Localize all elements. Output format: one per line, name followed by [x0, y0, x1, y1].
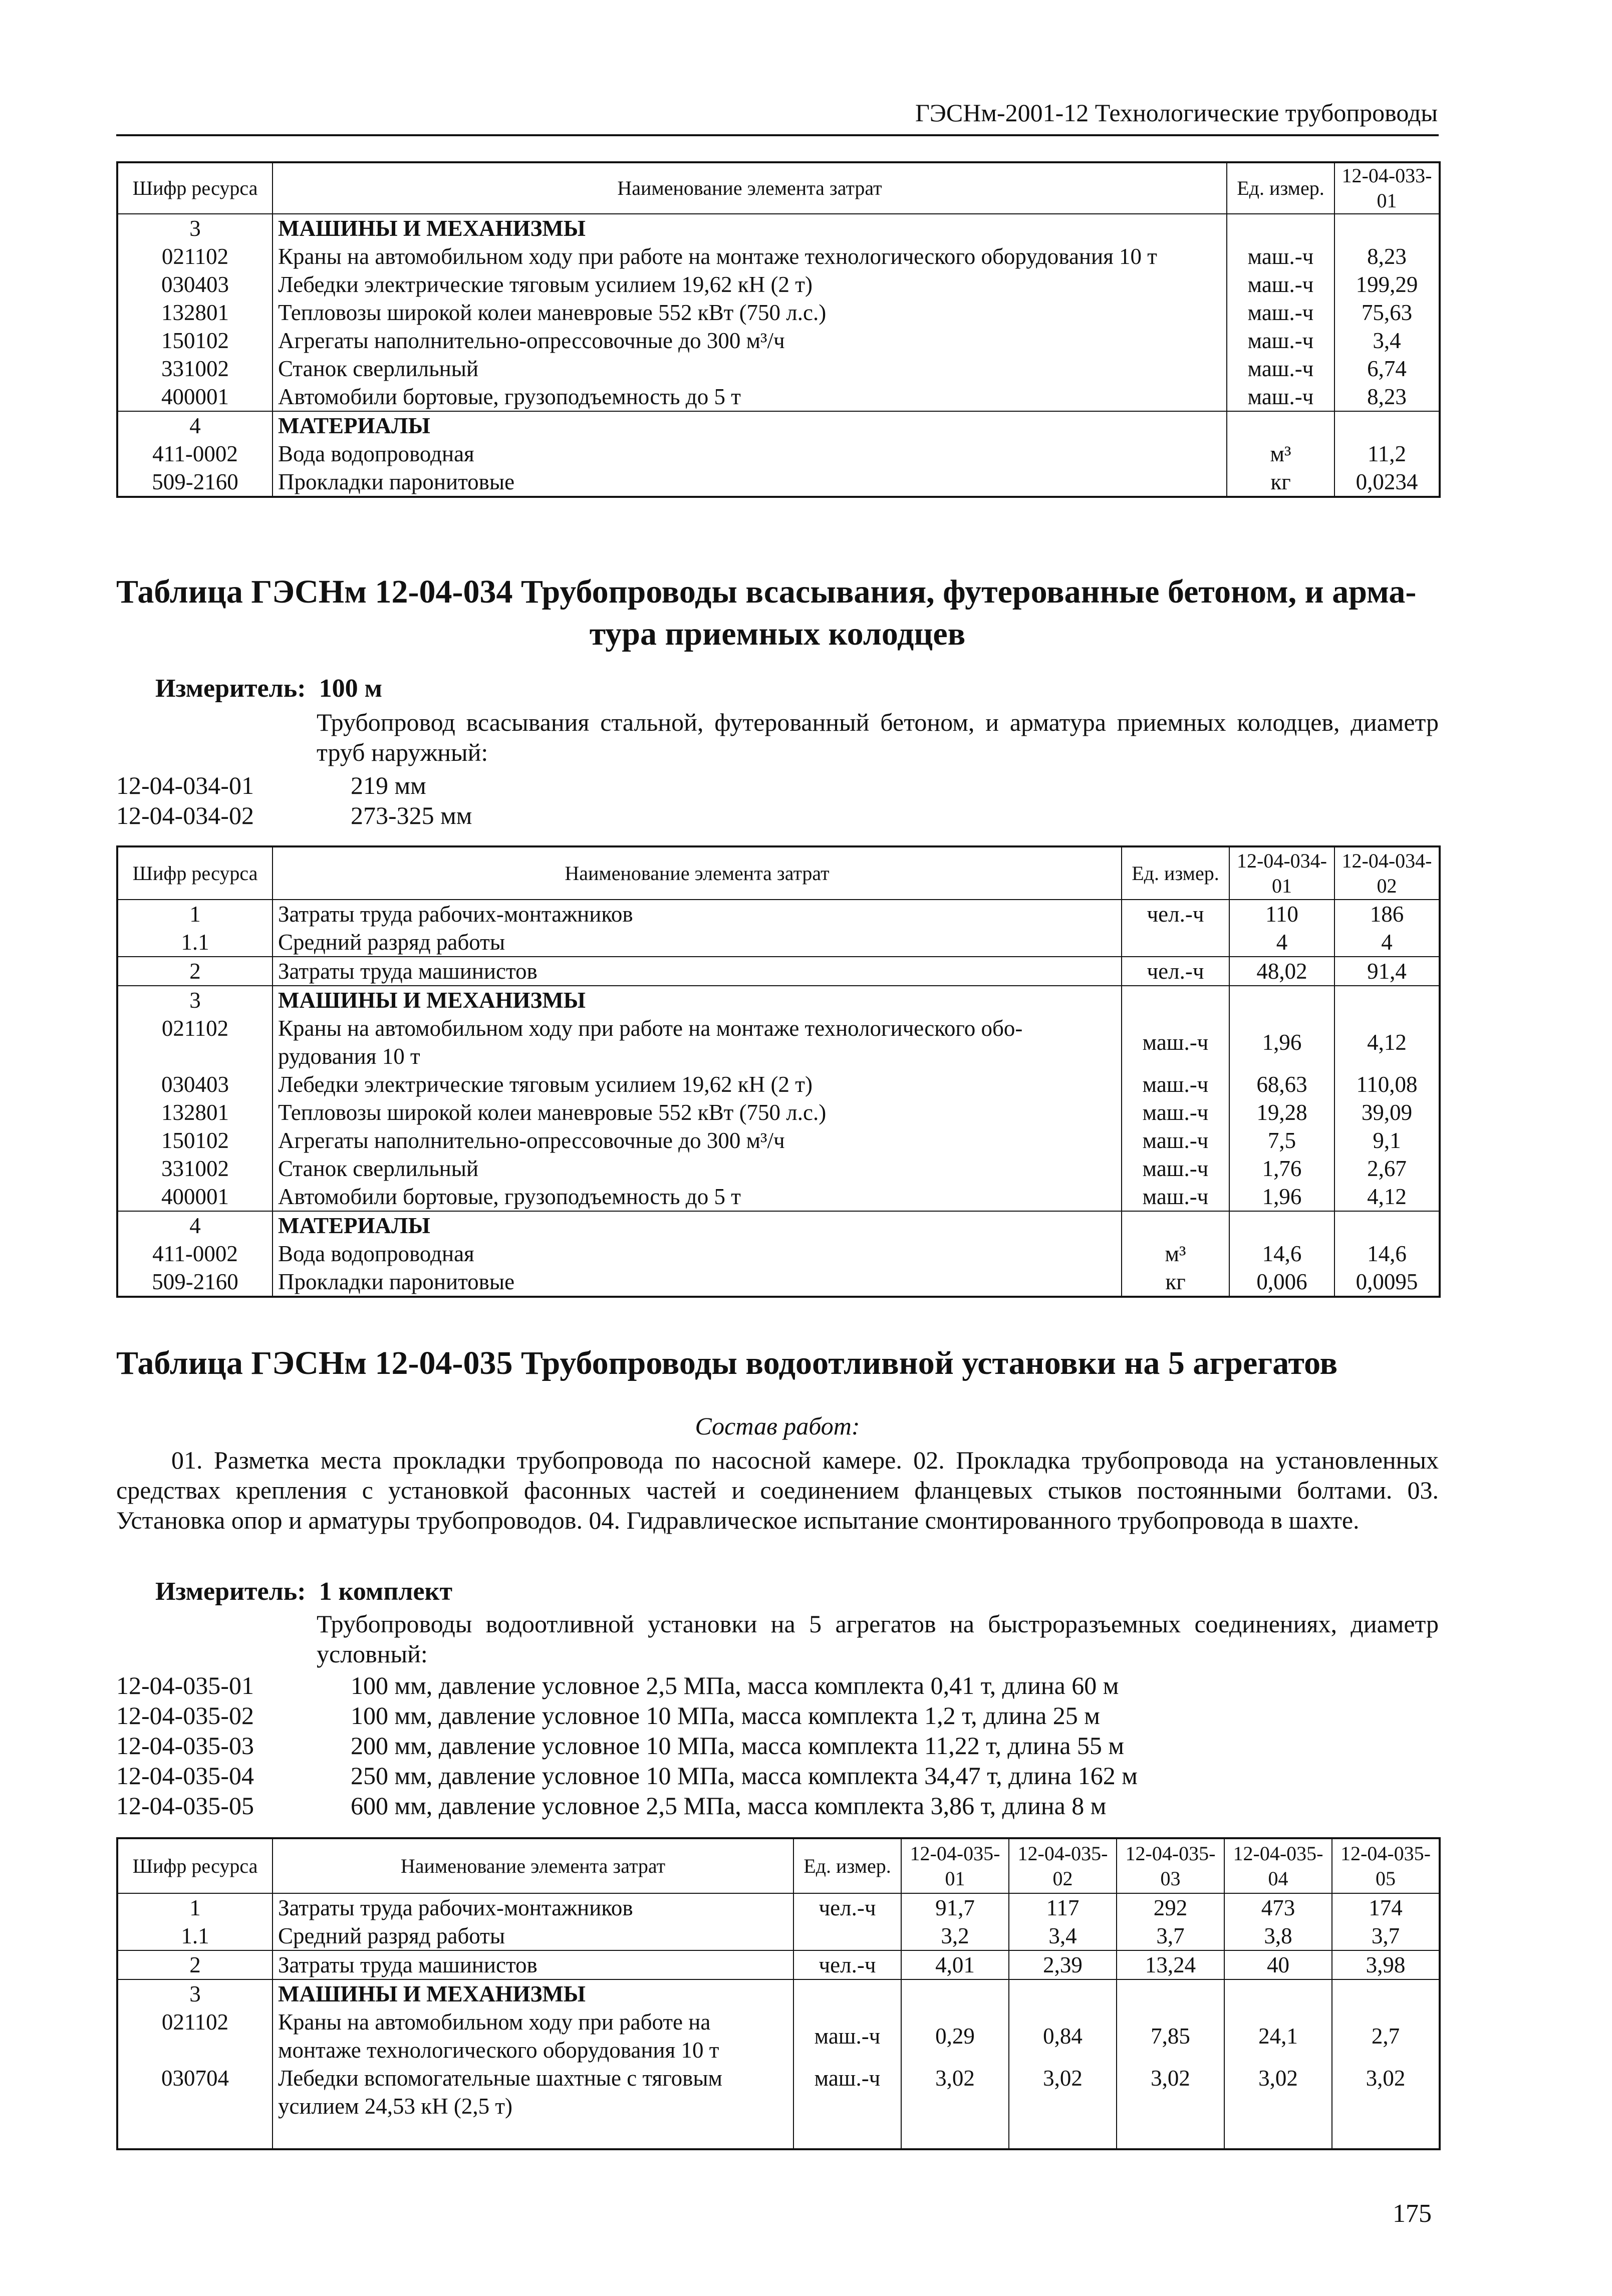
section-heading: МАШИНЫ И МЕХАНИЗМЫ — [273, 1979, 793, 2008]
value-cell: 3,98 — [1332, 1950, 1440, 1979]
col-header-value: 12-04-034-02 — [1334, 846, 1440, 900]
resource-code: 509-2160 — [117, 468, 273, 497]
table-row — [117, 2008, 1440, 2064]
resource-code: 4 — [117, 411, 273, 440]
value-cell: 2,39 — [1009, 1950, 1117, 1979]
value-cell: 3,02 — [1224, 2064, 1332, 2149]
cost-element-name: Краны на автомобильном ходу при работе на монтаже технологического обо-рудования 10 т — [273, 1014, 1122, 1070]
value-cell: 292 — [1117, 1893, 1224, 1922]
item-text: 250 мм, давление условное 10 МПа, масса комплекта 34,47 т, длина 162 м — [351, 1762, 1138, 1790]
resource-code: 3 — [117, 986, 273, 1014]
value-cell: 3,7 — [1332, 1922, 1440, 1950]
value-cell: 0,0095 — [1334, 1268, 1440, 1297]
value-cell: 3,02 — [1117, 2064, 1224, 2149]
value-cell: 1,96 — [1229, 1183, 1334, 1211]
table-row — [117, 468, 1440, 497]
value-cell: 14,6 — [1229, 1240, 1334, 1268]
item-text: 100 мм, давление условное 10 МПа, масса комплекта 1,2 т, длина 25 м — [351, 1701, 1100, 1730]
cost-element-name: Лебедки электрические тяговым усилием 19,62 кН (2 т) — [273, 1070, 1122, 1098]
cost-element-name: Вода водопроводная — [273, 440, 1227, 468]
table-12-04-035 — [116, 1837, 1441, 2150]
cost-element-name: Автомобили бортовые, грузоподъемность до 5 т — [273, 1183, 1122, 1211]
table-row — [117, 299, 1440, 327]
cost-element-name: Вода водопроводная — [273, 1240, 1122, 1268]
table-header-row — [117, 846, 1440, 900]
value-cell: 24,1 — [1224, 2008, 1332, 2064]
table-row — [117, 327, 1440, 355]
value-cell: 9,1 — [1334, 1126, 1440, 1155]
section-heading: МАТЕРИАЛЫ — [273, 411, 1227, 440]
value-cell: 4,12 — [1334, 1183, 1440, 1211]
item-text: 600 мм, давление условное 2,5 МПа, масса комплекта 3,86 т, длина 8 м — [351, 1792, 1107, 1820]
col-header-value: 12-04-035-02 — [1009, 1838, 1117, 1893]
resource-code: 132801 — [117, 1098, 273, 1126]
table-12-04-034 — [116, 845, 1441, 1298]
cost-element-name: Автомобили бортовые, грузоподъемность до 5 т — [273, 383, 1227, 411]
item-code: 12-04-035-05 — [116, 1792, 254, 1820]
unit-cell: м³ — [1227, 440, 1334, 468]
resource-code: 2 — [117, 1950, 273, 1979]
item-text: 100 мм, давление условное 2,5 МПа, масса комплекта 0,41 т, длина 60 м — [351, 1671, 1119, 1699]
table-row — [117, 1126, 1440, 1155]
table-row — [117, 411, 1440, 440]
col-header-name: Наименование элемента затрат — [273, 846, 1122, 900]
resource-code: 1.1 — [117, 928, 273, 957]
resource-code: 030403 — [117, 1070, 273, 1098]
unit-cell: маш.-ч — [1122, 1014, 1229, 1070]
value-cell — [1229, 986, 1334, 1014]
cost-element-name: Лебедки вспомогательные шахтные с тяговым усилием 24,53 кН (2,5 т) — [273, 2064, 793, 2149]
unit-cell: чел.-ч — [793, 1950, 901, 1979]
cost-element-name: Краны на автомобильном ходу при работе на монтаже технологического оборудования 10 т — [273, 242, 1227, 270]
unit-cell — [793, 1979, 901, 2008]
cost-element-name: Краны на автомобильном ходу при работе на монтаже технологического оборудования 10 т — [273, 2008, 793, 2064]
section-heading: МАШИНЫ И МЕХАНИЗМЫ — [273, 214, 1227, 242]
unit-cell: маш.-ч — [1227, 355, 1334, 383]
unit-cell: маш.-ч — [793, 2008, 901, 2064]
value-cell: 3,02 — [901, 2064, 1009, 2149]
value-cell — [1332, 1979, 1440, 2008]
title-line-1: Таблица ГЭСНм 12-04-034 Трубопроводы всасывания, футерованные бетоном, и арма- — [116, 573, 1417, 610]
table-row — [117, 1070, 1440, 1098]
cost-element-name: Затраты труда рабочих-монтажников — [273, 1893, 793, 1922]
unit-cell: маш.-ч — [1227, 383, 1334, 411]
unit-cell — [1227, 411, 1334, 440]
value-cell — [901, 1979, 1009, 2008]
work-composition-label: Состав работ: — [695, 1412, 860, 1440]
col-header-value: 12-04-033-01 — [1334, 162, 1440, 214]
resource-code: 4 — [117, 1211, 273, 1240]
resource-code: 509-2160 — [117, 1268, 273, 1297]
value-cell: 174 — [1332, 1893, 1440, 1922]
value-cell: 3,02 — [1332, 2064, 1440, 2149]
unit-cell: маш.-ч — [793, 2064, 901, 2149]
table-row — [117, 1014, 1440, 1070]
value-cell: 40 — [1224, 1950, 1332, 1979]
value-cell: 4,01 — [901, 1950, 1009, 1979]
value-cell: 91,7 — [901, 1893, 1009, 1922]
value-cell: 2,67 — [1334, 1155, 1440, 1183]
col-header-value: 12-04-034-01 — [1229, 846, 1334, 900]
unit-cell — [1227, 214, 1334, 242]
page-number: 175 — [1393, 2199, 1432, 2228]
unit-cell — [1122, 1211, 1229, 1240]
table-row — [117, 1268, 1440, 1297]
unit-cell: кг — [1122, 1268, 1229, 1297]
value-cell: 4,12 — [1334, 1014, 1440, 1070]
table-row — [117, 440, 1440, 468]
unit-cell: м³ — [1122, 1240, 1229, 1268]
measure-unit — [155, 1577, 452, 1606]
unit-cell: маш.-ч — [1227, 299, 1334, 327]
measure-value: 1 комплект — [319, 1577, 453, 1606]
measure-value: 100 м — [319, 674, 383, 703]
cost-element-name: Затраты труда машинистов — [273, 957, 1122, 986]
resource-code: 400001 — [117, 1183, 273, 1211]
unit-cell — [793, 1922, 901, 1950]
value-cell: 48,02 — [1229, 957, 1334, 986]
resource-code: 021102 — [117, 242, 273, 270]
col-header-name: Наименование элемента затрат — [273, 1838, 793, 1893]
value-cell: 8,23 — [1334, 383, 1440, 411]
value-cell: 3,8 — [1224, 1922, 1332, 1950]
value-cell: 0,0234 — [1334, 468, 1440, 497]
item-text: 219 мм — [351, 771, 426, 799]
value-cell: 0,84 — [1009, 2008, 1117, 2064]
col-header-value: 12-04-035-03 — [1117, 1838, 1224, 1893]
cost-element-name: Средний разряд работы — [273, 928, 1122, 957]
unit-cell — [1122, 928, 1229, 957]
item-code: 12-04-035-01 — [116, 1671, 254, 1699]
unit-cell: чел.-ч — [1122, 957, 1229, 986]
col-header-name: Наименование элемента затрат — [273, 162, 1227, 214]
col-header-value: 12-04-035-01 — [901, 1838, 1009, 1893]
table-12-04-033 — [116, 161, 1441, 498]
table-row — [117, 1240, 1440, 1268]
table-title-034 — [116, 571, 1439, 655]
resource-code: 150102 — [117, 327, 273, 355]
value-cell: 3,02 — [1009, 2064, 1117, 2149]
cost-element-name: Станок сверлильный — [273, 1155, 1122, 1183]
value-cell: 14,6 — [1334, 1240, 1440, 1268]
resource-code: 3 — [117, 214, 273, 242]
value-cell — [1224, 1979, 1332, 2008]
item-code: 12-04-035-02 — [116, 1701, 254, 1730]
cost-element-name: Прокладки паронитовые — [273, 468, 1227, 497]
title-line-2: тура приемных колодцев — [589, 616, 966, 652]
resource-code: 3 — [117, 1979, 273, 2008]
table-row — [117, 214, 1440, 242]
resource-code: 400001 — [117, 383, 273, 411]
cost-element-name: Тепловозы широкой колеи маневровые 552 кВт (750 л.с.) — [273, 1098, 1122, 1126]
value-cell — [1334, 411, 1440, 440]
unit-cell: чел.-ч — [793, 1893, 901, 1922]
resource-code: 030704 — [117, 2064, 273, 2149]
unit-cell: маш.-ч — [1227, 270, 1334, 299]
value-cell: 11,2 — [1334, 440, 1440, 468]
table-row — [117, 355, 1440, 383]
unit-cell: маш.-ч — [1122, 1183, 1229, 1211]
value-cell: 75,63 — [1334, 299, 1440, 327]
resource-code: 132801 — [117, 299, 273, 327]
running-header: ГЭСНм-2001-12 Технологические трубопроводы — [915, 99, 1438, 127]
col-header-code: Шифр ресурса — [117, 846, 273, 900]
value-cell: 4 — [1334, 928, 1440, 957]
unit-cell: маш.-ч — [1227, 327, 1334, 355]
measure-label: Измеритель: — [155, 1577, 306, 1606]
table-row — [117, 1155, 1440, 1183]
measure-unit — [155, 674, 382, 703]
col-header-value: 12-04-035-05 — [1332, 1838, 1440, 1893]
value-cell: 0,006 — [1229, 1268, 1334, 1297]
cost-element-name: Средний разряд работы — [273, 1922, 793, 1950]
table-row — [117, 1098, 1440, 1126]
table-row — [117, 957, 1440, 986]
resource-code: 150102 — [117, 1126, 273, 1155]
item-text: 200 мм, давление условное 10 МПа, масса комплекта 11,22 т, длина 55 м — [351, 1732, 1125, 1760]
value-cell: 39,09 — [1334, 1098, 1440, 1126]
value-cell — [1334, 1211, 1440, 1240]
col-header-code: Шифр ресурса — [117, 1838, 273, 1893]
measure-label: Измеритель: — [155, 674, 306, 703]
value-cell: 4 — [1229, 928, 1334, 957]
item-text: 273-325 мм — [351, 801, 472, 829]
cost-element-name: Агрегаты наполнительно-опрессовочные до 300 м³/ч — [273, 1126, 1122, 1155]
cost-element-name: Лебедки электрические тяговым усилием 19,62 кН (2 т) — [273, 270, 1227, 299]
value-cell: 199,29 — [1334, 270, 1440, 299]
unit-cell: маш.-ч — [1122, 1070, 1229, 1098]
table-description: Трубопроводы водоотливной установки на 5 агрегатов на быстроразъемных соединениях, диаметр условный: — [317, 1610, 1439, 1668]
value-cell — [1334, 214, 1440, 242]
unit-cell: маш.-ч — [1227, 242, 1334, 270]
col-header-unit: Ед. измер. — [793, 1838, 901, 1893]
col-header-value: 12-04-035-04 — [1224, 1838, 1332, 1893]
value-cell: 186 — [1334, 900, 1440, 928]
unit-cell: чел.-ч — [1122, 900, 1229, 928]
work-composition-text: 01. Разметка места прокладки трубопровода по насосной камере. 02. Прокладка трубопровода на установленных средствах крепления с установкой фасонных частей и соединением фланцевых стыков постоянными болтами. 03. Установка опор и арматуры трубопроводов. 04. Гидравлическое испытание смонтированного трубопровода в шахте. — [116, 1446, 1439, 1534]
section-heading: МАШИНЫ И МЕХАНИЗМЫ — [273, 986, 1122, 1014]
table-row — [117, 2064, 1440, 2149]
resource-code: 331002 — [117, 1155, 273, 1183]
cost-element-name: Затраты труда рабочих-монтажников — [273, 900, 1122, 928]
resource-code: 411-0002 — [117, 1240, 273, 1268]
col-header-code: Шифр ресурса — [117, 162, 273, 214]
unit-cell — [1122, 986, 1229, 1014]
cost-element-name: Затраты труда машинистов — [273, 1950, 793, 1979]
unit-cell: маш.-ч — [1122, 1155, 1229, 1183]
value-cell: 110,08 — [1334, 1070, 1440, 1098]
resource-code: 411-0002 — [117, 440, 273, 468]
value-cell: 19,28 — [1229, 1098, 1334, 1126]
value-cell — [1229, 1211, 1334, 1240]
unit-cell: маш.-ч — [1122, 1126, 1229, 1155]
value-cell: 68,63 — [1229, 1070, 1334, 1098]
value-cell: 6,74 — [1334, 355, 1440, 383]
resource-code: 331002 — [117, 355, 273, 383]
col-header-unit: Ед. измер. — [1227, 162, 1334, 214]
table-description: Трубопровод всасывания стальной, футерованный бетоном, и арматура приемных колодцев, диаметр труб наружный: — [317, 708, 1439, 766]
cost-element-name: Прокладки паронитовые — [273, 1268, 1122, 1297]
table-header-row — [117, 1838, 1440, 1893]
cost-element-name: Агрегаты наполнительно-опрессовочные до 300 м³/ч — [273, 327, 1227, 355]
value-cell: 13,24 — [1117, 1950, 1224, 1979]
resource-code: 021102 — [117, 1014, 273, 1070]
value-cell: 7,85 — [1117, 2008, 1224, 2064]
value-cell: 3,2 — [901, 1922, 1009, 1950]
table-row — [117, 928, 1440, 957]
value-cell: 7,5 — [1229, 1126, 1334, 1155]
resource-code: 2 — [117, 957, 273, 986]
value-cell: 1,76 — [1229, 1155, 1334, 1183]
value-cell — [1334, 986, 1440, 1014]
value-cell: 3,7 — [1117, 1922, 1224, 1950]
item-code: 12-04-035-04 — [116, 1762, 254, 1790]
unit-cell: маш.-ч — [1122, 1098, 1229, 1126]
value-cell: 8,23 — [1334, 242, 1440, 270]
value-cell: 473 — [1224, 1893, 1332, 1922]
table-row — [117, 900, 1440, 928]
resource-code: 030403 — [117, 270, 273, 299]
value-cell — [1117, 1979, 1224, 2008]
table-title-035: Таблица ГЭСНм 12-04-035 Трубопроводы водоотливной установки на 5 агрегатов — [116, 1345, 1338, 1381]
resource-code: 1 — [117, 1893, 273, 1922]
value-cell — [1009, 1979, 1117, 2008]
item-code: 12-04-034-01 — [116, 771, 254, 799]
table-row — [117, 242, 1440, 270]
value-cell: 110 — [1229, 900, 1334, 928]
item-code: 12-04-034-02 — [116, 801, 254, 829]
table-row — [117, 1893, 1440, 1922]
table-row — [117, 1979, 1440, 2008]
value-cell: 0,29 — [901, 2008, 1009, 2064]
table-row — [117, 270, 1440, 299]
value-cell: 3,4 — [1334, 327, 1440, 355]
value-cell: 91,4 — [1334, 957, 1440, 986]
value-cell: 117 — [1009, 1893, 1117, 1922]
table-header-row — [117, 162, 1440, 214]
value-cell: 3,4 — [1009, 1922, 1117, 1950]
table-row — [117, 986, 1440, 1014]
resource-code: 1.1 — [117, 1922, 273, 1950]
col-header-unit: Ед. измер. — [1122, 846, 1229, 900]
table-row — [117, 1950, 1440, 1979]
unit-cell: кг — [1227, 468, 1334, 497]
section-heading: МАТЕРИАЛЫ — [273, 1211, 1122, 1240]
item-code: 12-04-035-03 — [116, 1732, 254, 1760]
cost-element-name: Тепловозы широкой колеи маневровые 552 кВт (750 л.с.) — [273, 299, 1227, 327]
header-rule — [116, 134, 1439, 136]
table-row — [117, 1922, 1440, 1950]
table-row — [117, 1211, 1440, 1240]
value-cell: 2,7 — [1332, 2008, 1440, 2064]
resource-code: 1 — [117, 900, 273, 928]
value-cell: 1,96 — [1229, 1014, 1334, 1070]
table-row — [117, 1183, 1440, 1211]
table-row — [117, 383, 1440, 411]
resource-code: 021102 — [117, 2008, 273, 2064]
cost-element-name: Станок сверлильный — [273, 355, 1227, 383]
